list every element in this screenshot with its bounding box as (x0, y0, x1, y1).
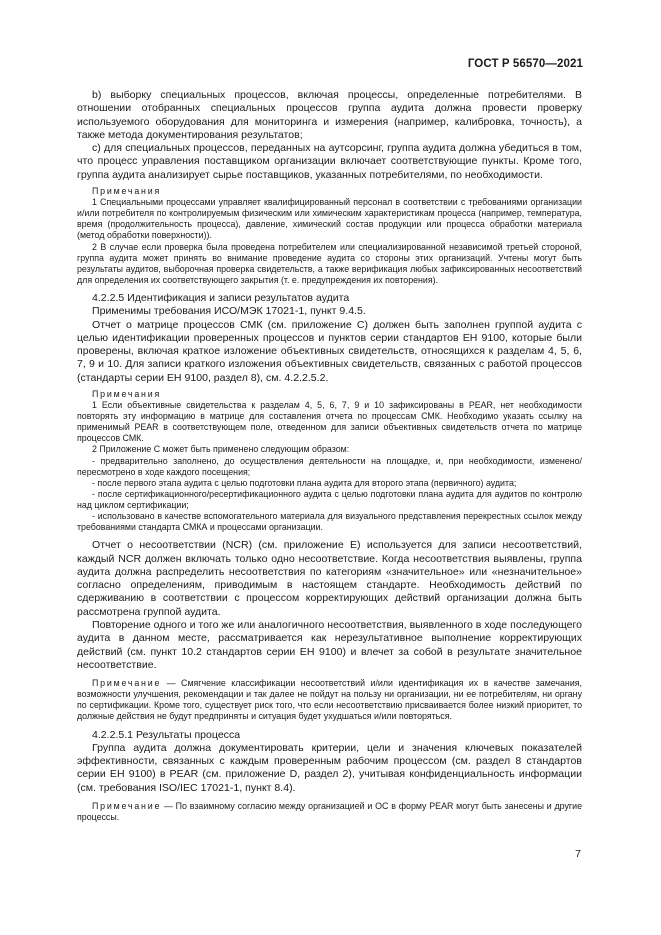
section-heading-4225: 4.2.2.5 Идентификация и записи результатов аудита (92, 291, 350, 304)
notes-heading: Примечания (92, 186, 162, 197)
note-item: 2 В случае если проверка была проведена потребителем или специализированной независимой третьей стороной, группа аудита может принять во внимание проведение аудита со стороны этих организаций. Учтены могут быть результаты аудитов, выборочная проверка свидетельств, а также верификация любых зафиксированных несоответствий для определения их соответствующего закрытия (т. е. предупреждения их повторения). (77, 241, 582, 285)
note-single (77, 678, 582, 722)
standard-header: ГОСТ Р 56570—2021 (467, 58, 583, 70)
page-body (77, 89, 582, 823)
paragraph-ncr: Отчет о несоответствии (NCR) (см. приложение Е) используется для записи несоответствий, каждый NCR должен включать только одно несоответствие. Когда несоответствия выявлены, группа аудита должна распределить несоответствия по категориям «значительное» или «незначительное» согласно определениям, приводимым в настоящем стандарте. Необходимость действий по сдерживанию в соответствии с процессом корректирующих действий организации должна быть рассмотрена группой аудита. (77, 539, 582, 618)
paragraph-repeat: Повторение одного и того же или аналогичного несоответствия, выявленного в ходе последующего аудита в данном месте, рассматривается как нерезультативное выполнение корректирующих действий (см. пункт 10.2 стандартов серии ЕН 9100) и влечет за собой в результате значительное несоответствие. (77, 619, 582, 671)
note-label: Примечание (92, 678, 162, 689)
section-heading-42251: 4.2.2.5.1 Результаты процесса (92, 728, 241, 741)
note-label: Примечание (92, 801, 162, 812)
note-item: 2 Приложение С может быть применено следующим образом: (92, 444, 350, 455)
note-list-item: - после сертификационного/ресертификационного аудита с целью подготовки плана аудита для аудитов по контролю над циклом сертификации; (77, 488, 582, 510)
paragraph-c: c) для специальных процессов, переданных на аутсорсинг, группа аудита должна убедиться в том, что процесс управления поставщиком организации включает соответствующие пункты. Кроме того, группа аудита анализирует сырье поставщиков, указанных потребителями, по необходимости. (77, 142, 582, 181)
note-single (77, 801, 582, 823)
note-item: 1 Если объективные свидетельства к разделам 4, 5, 6, 7, 9 и 10 зафиксированы в PEAR, нет необходимости повторять эту информацию в матрице для составления отчета по процессам СМК. Необходимо указать ссылку на применимый PEAR в соответствующем поле, отведенном для записи объективных свидетельств отчета по матрице процессов СМК. (77, 400, 582, 444)
paragraph-results: Группа аудита должна документировать критерии, цели и значения ключевых показателей эффективности, связанных с каждым проверенным рабочим процессом (см. раздел 8 стандартов серии ЕН 9100) в PEAR (см. приложение D, раздел 2), учитывая конфиденциальность информации (см. требования ISO/IEC 17021-1, пункт 8.4). (77, 741, 582, 794)
note-list-item: - использовано в качестве вспомогательного материала для визуального представления перекрестных ссылок между требованиями стандарта СМКА и процессами организации. (77, 511, 582, 533)
note-item: 1 Специальными процессами управляет квалифицированный персонал в соответствии с требованиями организации и/или потребителя по контролируемым физическим или химическим характеристикам процесса (например, температура, время (продолжительность процесса), давление, химический состав продукции или процесса обработки материала (метод обработки поверхности)). (77, 197, 582, 241)
note-text: — Смягчение классификации несоответствий и/или идентификация их в качестве замечания, возможности улучшения, рекомендации и так далее не пойдут на пользу ни организации, ни ее потребителям, ни органу по сертификации. Кроме того, существует риск того, что если несоответствию присваивается более низкий приоритет, то должные действия не будут предприняты и ситуация будет ухудшаться и/или повторяться. (77, 678, 582, 722)
page-number: 7 (575, 848, 581, 860)
note-list-item: - предварительно заполнено, до осуществления деятельности на площадке, и, при необходимости, изменено/пересмотрено в ходе каждого посещения; (77, 455, 582, 477)
paragraph-b: b) выборку специальных процессов, включая процессы, определенные потребителями. В отношении отобранных специальных процессов группа аудита должна провести проверку используемого оборудования для мониторинга и измерения (например, калибровка, точность), а также метода документирования результатов; (77, 89, 582, 141)
note-text: — По взаимному согласию между организацией и ОС в форму PEAR могут быть занесены и другие процессы. (77, 801, 582, 823)
note-list-item: - после первого этапа аудита с целью подготовки плана аудита для второго этапа (первичного) аудита; (92, 477, 517, 488)
paragraph-matrix: Отчет о матрице процессов СМК (см. приложение С) должен быть заполнен группой аудита с целью идентификации проверенных процессов и пунктов серии стандартов ЕН 9100, которые были проверены, включая краткое изложение объективных свидетельств, относящихся к разделам 4, 5, 6, 7, 9 и 10. Для записи краткого изложения объективных свидетельств, связанных с работой процессов (стандарты серии ЕН 9100, раздел 8), см. 4.2.2.5.2. (77, 318, 582, 384)
notes-heading: Примечания (92, 389, 162, 399)
paragraph-applicable: Применимы требования ИСО/МЭК 17021-1, пункт 9.4.5. (92, 305, 366, 318)
